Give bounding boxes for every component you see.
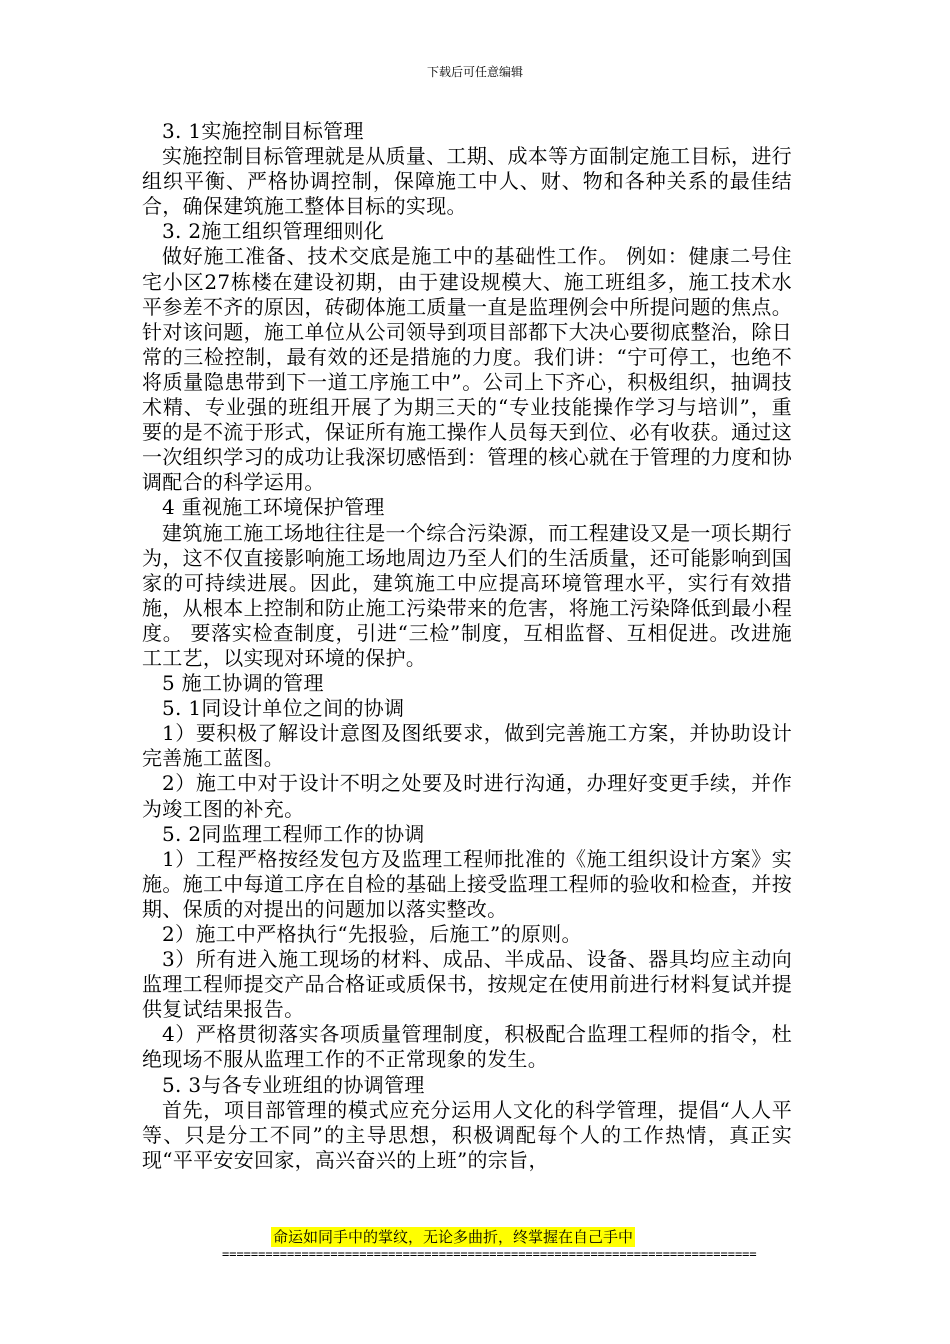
list-item: 1）要积极了解设计意图及图纸要求，做到完善施工方案，并协助设计完善施工蓝图。 (142, 721, 792, 771)
section-heading-3-1: 3. 1实施控制目标管理 (162, 119, 364, 143)
section-heading-5: 5 施工协调的管理 (162, 671, 324, 696)
section-heading-5-1: 5. 1同设计单位之间的协调 (162, 696, 405, 721)
document-body (142, 119, 792, 1173)
section-heading-3-2: 3. 2施工组织管理细则化 (162, 219, 385, 244)
paragraph: 首先，项目部管理的模式应充分运用人文化的科学管理，提倡“人人平等、只是分工不同”的主导思想，积极调配每个人的工作热情，真正实现“平平安安回家，高兴奋兴的上班”的宗旨， (142, 1097, 792, 1172)
list-item: 4）严格贯彻落实各项质量管理制度，积极配合监理工程师的指令，杜绝现场不服从监理工作的不正常现象的发生。 (142, 1022, 792, 1072)
paragraph: 做好施工准备、技术交底是施工中的基础性工作。 例如：健康二号住宅小区27栋楼在建设初期，由于建设规模大、施工班组多，施工技术水平参差不齐的原因，砖砌体施工质量一直是监理例会中所提问题的焦点。针对该问题，施工单位从公司领导到项目部都下大决心要彻底整治，除日常的三检控制，最有效的还是措施的力度。我们讲：“宁可停工，也绝不将质量隐患带到下一道工序施工中”。公司上下齐心，积极组织，抽调技术精、专业强的班组开展了为期三天的“专业技能操作学习与培训”，重要的是不流于形式，保证所有施工操作人员每天到位、必有收获。通过这一次组织学习的成功让我深切感悟到：管理的核心就在于管理的力度和协调配合的科学运用。 (142, 244, 792, 495)
page-header: 下载后可任意编辑 (426, 65, 523, 79)
list-item: 2）施工中对于设计不明之处要及时进行沟通，办理好变更手续，并作为竣工图的补充。 (142, 771, 792, 821)
list-item: 1）工程严格按经发包方及监理工程师批准的《施工组织设计方案》实施。施工中每道工序在自检的基础上接受监理工程师的验收和检查，并按期、保质的对提出的问题加以落实整改。 (142, 846, 792, 921)
section-heading-5-3: 5. 3与各专业班组的协调管理 (162, 1072, 425, 1097)
footer-divider: ========================================================================== (222, 1247, 757, 1261)
section-heading-5-2: 5. 2同监理工程师工作的协调 (162, 821, 425, 846)
footer-motto-banner: 命运如同手中的掌纹，无论多曲折，终掌握在自己手中 (273, 1228, 634, 1246)
section-heading-4: 4 重视施工环境保护管理 (162, 495, 385, 520)
paragraph: 建筑施工施工场地往往是一个综合污染源，而工程建设又是一项长期行为，这不仅直接影响施工场地周边乃至人们的生活质量，还可能影响到国家的可持续进展。因此，建筑施工中应提高环境管理水平，实行有效措施，从根本上控制和防止施工污染带来的危害，将施工污染降低到最小程度。 要落实检查制度，引进“三检”制度，互相监督、互相促进。改进施工工艺，以实现对环境的保护。 (142, 520, 792, 670)
list-item: 2）施工中严格执行“先报验，后施工”的原则。 (162, 922, 582, 946)
paragraph: 实施控制目标管理就是从质量、工期、成本等方面制定施工目标，进行组织平衡、严格协调控制，保障施工中人、财、物和各种关系的最佳结合，确保建筑施工整体目标的实现。 (142, 144, 792, 219)
list-item: 3）所有进入施工现场的材料、成品、半成品、设备、器具均应主动向监理工程师提交产品合格证或质保书，按规定在使用前进行材料复试并提供复试结果报告。 (142, 947, 792, 1022)
